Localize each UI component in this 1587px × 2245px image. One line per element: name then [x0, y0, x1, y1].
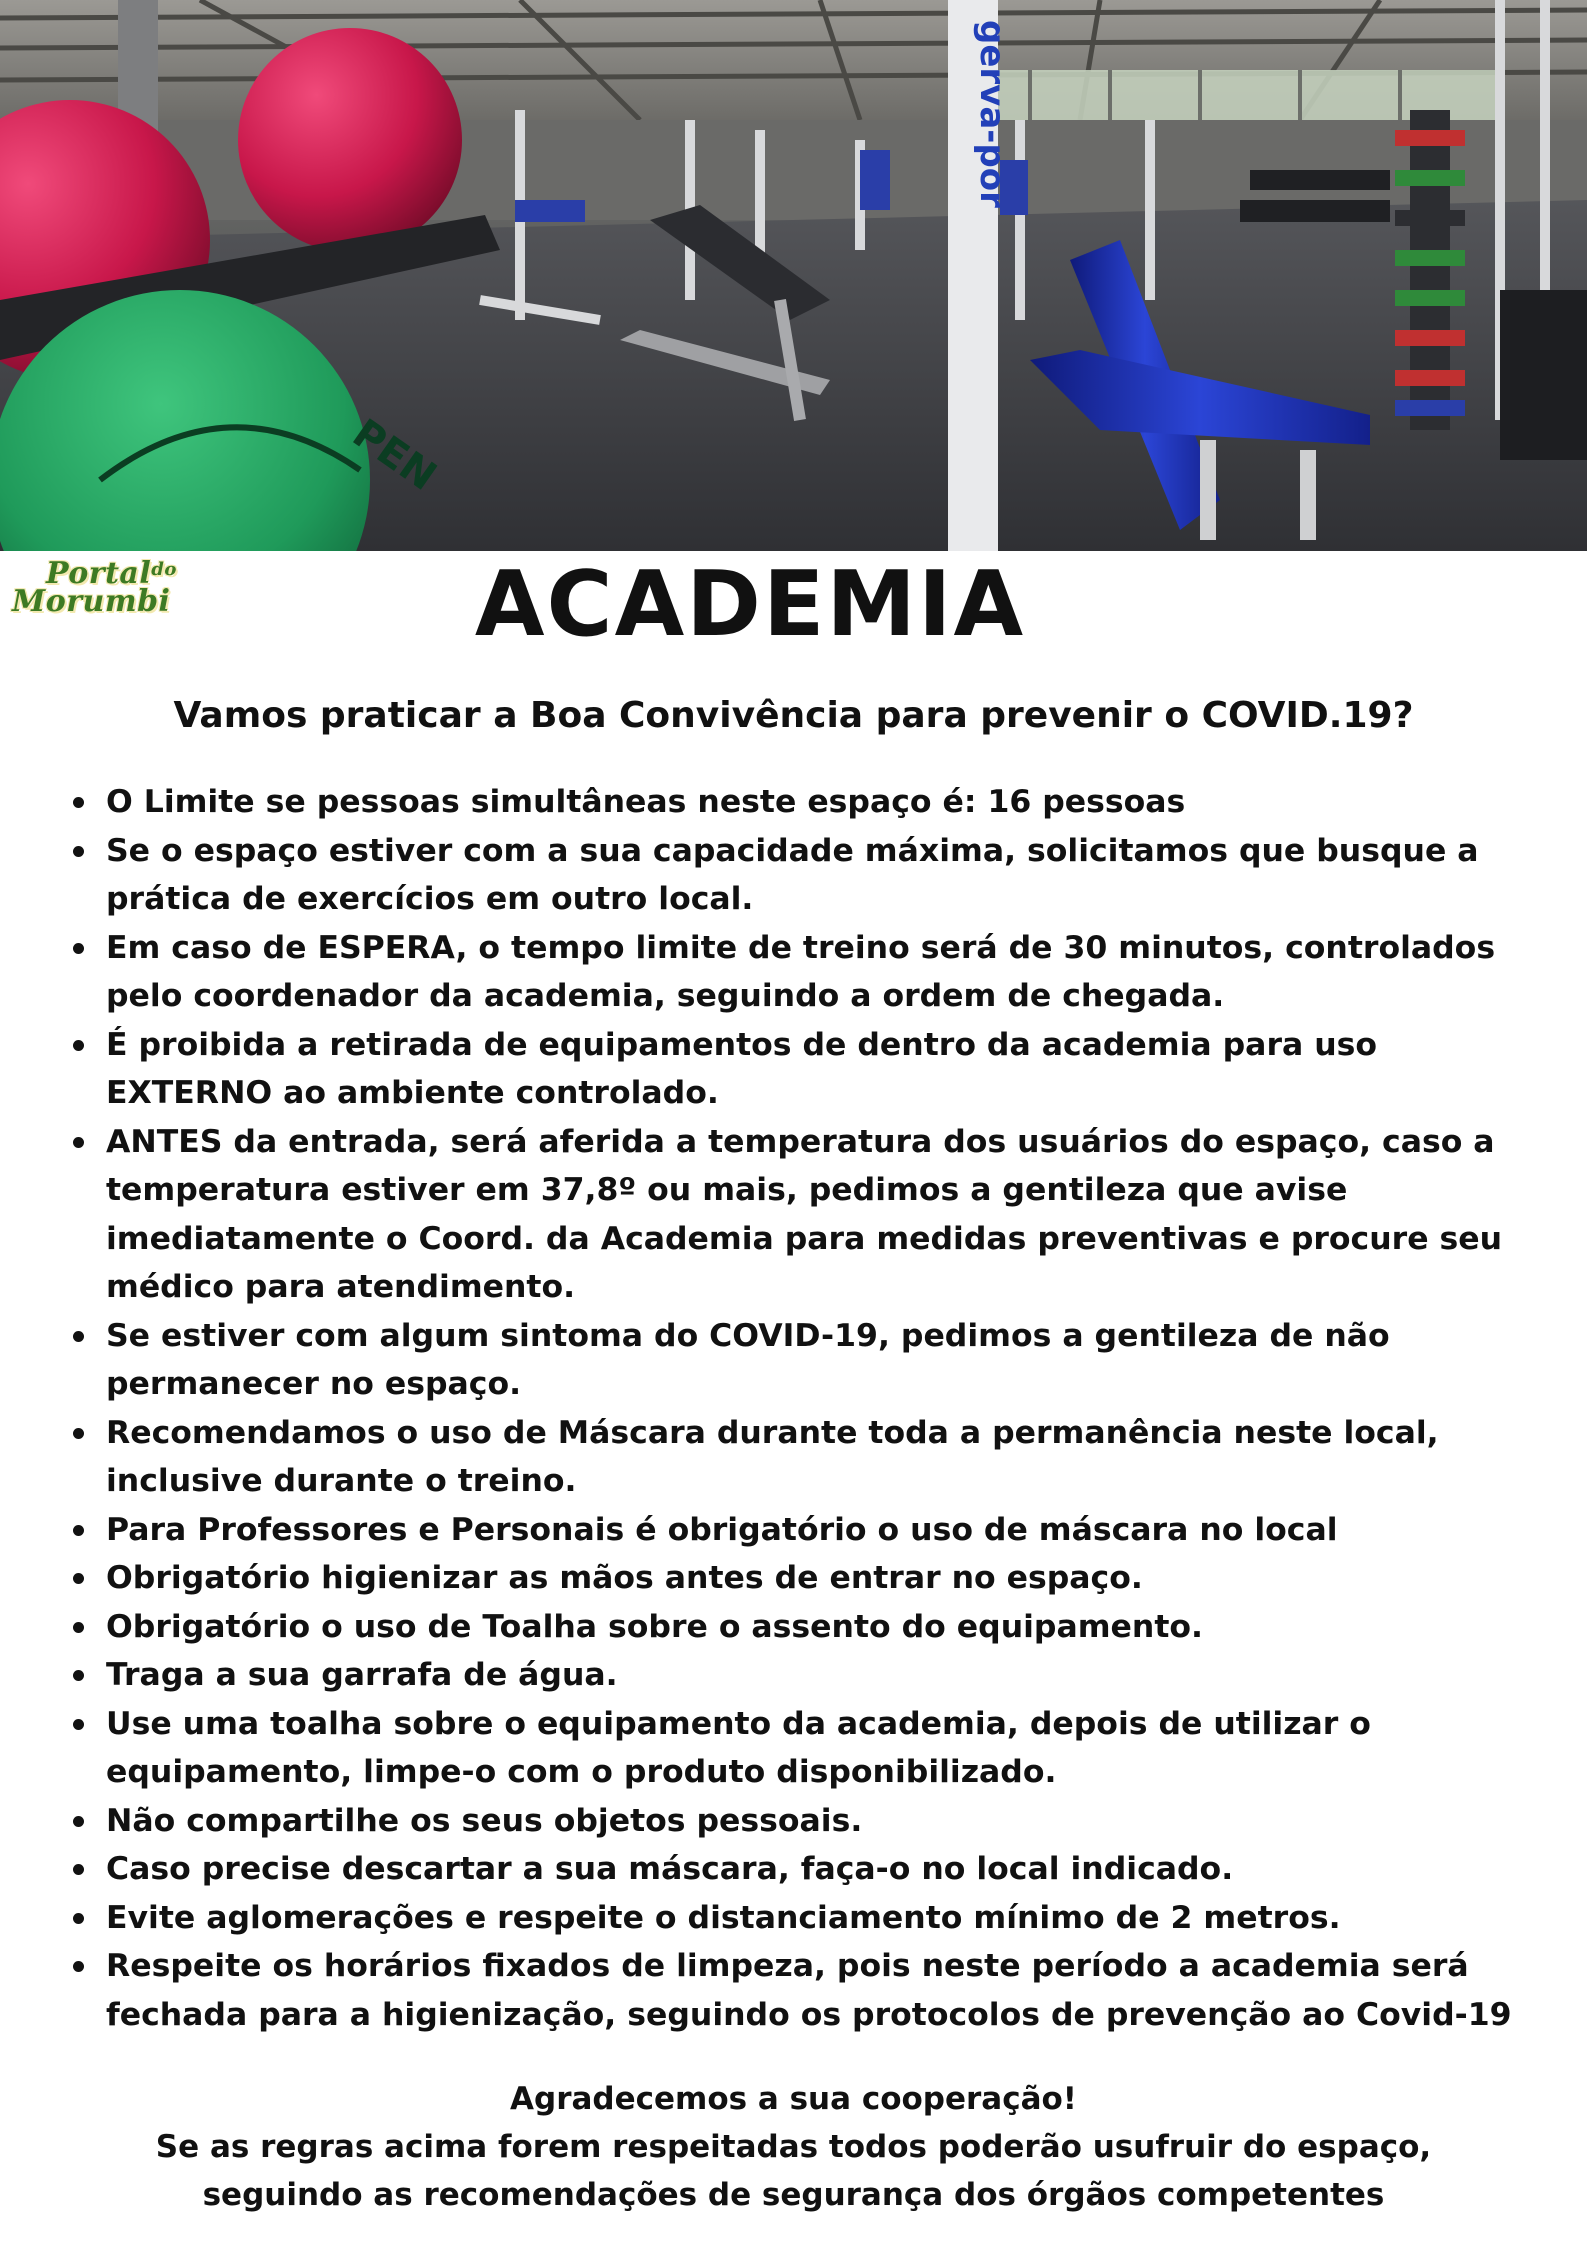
rule-item — [66, 1554, 1566, 1603]
rule-item — [66, 1845, 1566, 1894]
rule-item — [66, 1603, 1566, 1652]
rule-text-line: permanecer no espaço. — [106, 1366, 522, 1402]
red-ball-right — [238, 28, 462, 252]
rule-text-line: temperatura estiver em 37,8º ou mais, pedimos a gentileza que avise — [106, 1172, 1348, 1208]
page-subtitle: Vamos praticar a Boa Convivência para prevenir o COVID.19? — [173, 695, 1414, 736]
rule-text-line: imediatamente o Coord. da Academia para medidas preventivas e procure seu — [106, 1220, 1503, 1257]
rule-text-line: fechada para a higienização, seguindo os protocolos de prevenção ao Covid-19 — [106, 1996, 1512, 2033]
bullet-icon — [73, 1670, 84, 1681]
rule-text-line: EXTERNO ao ambiente controlado. — [106, 1075, 719, 1111]
rule-text-line: Em caso de ESPERA, o tempo limite de treino será de 30 minutos, controlados — [106, 929, 1496, 966]
rule-text-line: Não compartilhe os seus objetos pessoais. — [106, 1802, 863, 1839]
bullet-icon — [73, 1913, 84, 1924]
rule-text-line: ANTES da entrada, será aferida a temperatura dos usuários do espaço, caso a — [106, 1123, 1495, 1160]
rule-text-line: É proibida a retirada de equipamentos de dentro da academia para uso — [106, 1026, 1378, 1063]
bullet-icon — [73, 943, 84, 954]
rule-text-line: Obrigatório higienizar as mãos antes de entrar no espaço. — [106, 1560, 1143, 1596]
rule-text-line: equipamento, limpe-o com o produto disponibilizado. — [106, 1754, 1057, 1790]
rule-item — [66, 778, 1566, 827]
bullet-icon — [73, 1331, 84, 1342]
logo-line-portal: Portal$^{do}$ — [46, 556, 177, 591]
rule-item — [66, 1409, 1566, 1506]
rule-item — [66, 1797, 1566, 1846]
rule-text-line: médico para atendimento. — [106, 1269, 576, 1305]
bullet-icon — [73, 1525, 84, 1536]
gym-illustration — [0, 0, 1587, 551]
rule-item — [66, 1700, 1566, 1797]
rule-item — [66, 1021, 1566, 1118]
rule-text-line: Obrigatório o uso de Toalha sobre o assento do equipamento. — [106, 1608, 1204, 1645]
rule-item — [66, 924, 1566, 1021]
bullet-icon — [73, 1622, 84, 1633]
bullet-icon — [73, 1040, 84, 1051]
closing-thanks: Agradecemos a sua cooperação! — [510, 2081, 1077, 2117]
ball-brand-text: PEN — [344, 410, 445, 500]
logo-line-morumbi: Morumbi — [12, 584, 171, 619]
rule-text-line: Use uma toalha sobre o equipamento da academia, depois de utilizar o — [106, 1705, 1371, 1742]
rule-text-line: O Limite se pessoas simultâneas neste espaço é: 16 pessoas — [106, 784, 1186, 820]
rule-text-line: Se estiver com algum sintoma do COVID-19, pedimos a gentileza de não — [106, 1317, 1390, 1354]
bullet-icon — [73, 797, 84, 808]
rule-text-line: Caso precise descartar a sua máscara, faça-o no local indicado. — [106, 1851, 1234, 1887]
rule-text-line: pelo coordenador da academia, seguindo a ordem de chegada. — [106, 978, 1225, 1014]
page-title: ACADEMIA — [474, 552, 1026, 657]
rule-text-line: inclusive durante o treino. — [106, 1463, 577, 1499]
rule-text-line: Traga a sua garrafa de água. — [106, 1657, 618, 1693]
rule-item — [66, 827, 1566, 924]
bullet-icon — [73, 1428, 84, 1439]
column-brand-text: gerva-por — [972, 20, 1012, 208]
bullet-icon — [73, 846, 84, 857]
bullet-icon — [73, 1864, 84, 1875]
rule-item — [66, 1894, 1566, 1943]
closing-line-3: seguindo as recomendações de segurança dos órgãos competentes — [202, 2177, 1385, 2213]
closing-message — [0, 2075, 1587, 2219]
header-photo-gym — [0, 0, 1587, 551]
rule-text-line: Para Professores e Personais é obrigatório o uso de máscara no local — [106, 1511, 1338, 1548]
rule-item — [66, 1312, 1566, 1409]
bullet-icon — [73, 1137, 84, 1148]
rule-text-line: Evite aglomerações e respeite o distanciamento mínimo de 2 metros. — [106, 1899, 1341, 1936]
bullet-icon — [73, 1961, 84, 1972]
rule-text-line: Recomendamos o uso de Máscara durante toda a permanência neste local, — [106, 1414, 1439, 1451]
rule-item — [66, 1651, 1566, 1700]
rule-item — [66, 1118, 1566, 1312]
closing-line-2: Se as regras acima forem respeitadas todos poderão usufruir do espaço, — [155, 2129, 1432, 2165]
rule-text-line: Respeite os horários fixados de limpeza, pois neste período a academia será — [106, 1948, 1469, 1984]
rule-item — [66, 1942, 1566, 2039]
rule-text-line: Se o espaço estiver com a sua capacidade máxima, solicitamos que busque a — [106, 832, 1479, 869]
rule-item — [66, 1506, 1566, 1555]
bullet-icon — [73, 1816, 84, 1827]
rules-list — [66, 778, 1566, 2039]
rule-text-line: prática de exercícios em outro local. — [106, 881, 754, 917]
bullet-icon — [73, 1573, 84, 1584]
bullet-icon — [73, 1719, 84, 1730]
